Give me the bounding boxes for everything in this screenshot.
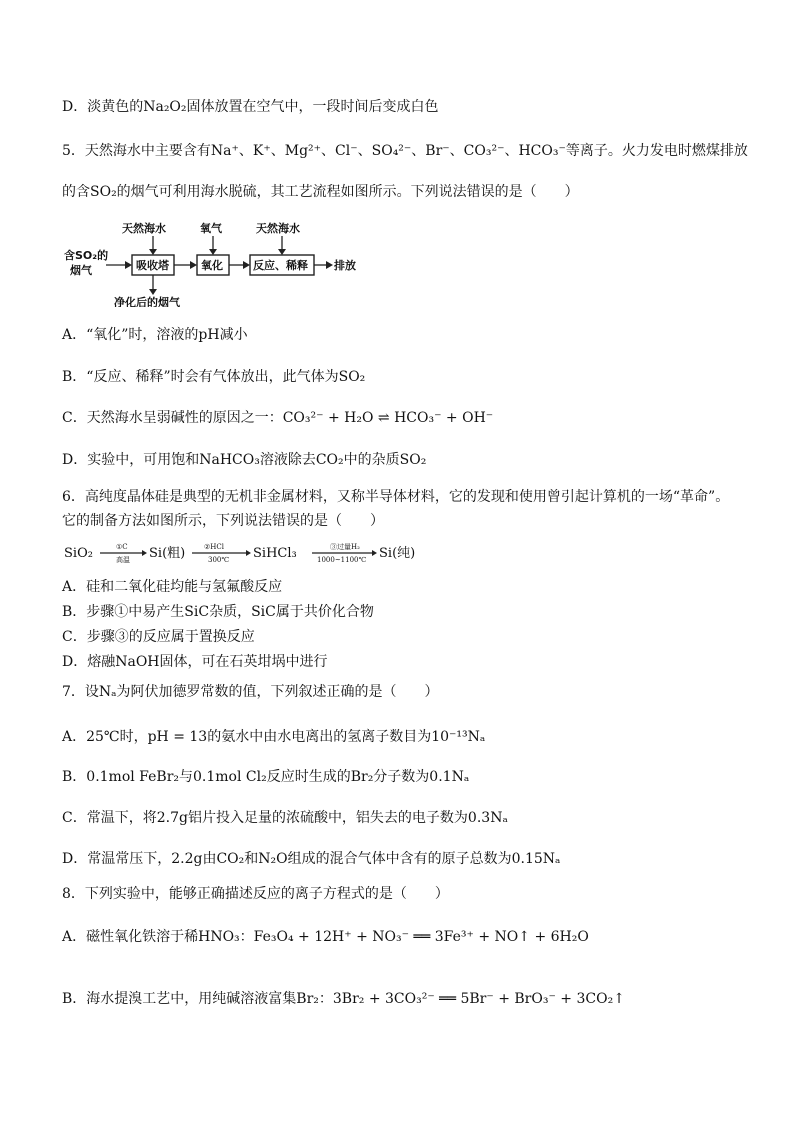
eq-sio2: SiO₂ bbox=[64, 546, 93, 561]
q7-option-c: C．常温下，将2.7g铝片投入足量的浓硫酸中，铝失去的电子数为0.3Nₐ bbox=[62, 810, 508, 826]
q8-option-a: A．磁性氧化铁溶于稀HNO₃：Fe₃O₄ + 12H⁺ + NO₃⁻ ══ 3Fe³⁺ + NO↑ + 6H₂O bbox=[62, 929, 589, 945]
q6-silicon-process-equation bbox=[62, 543, 482, 567]
eq-step3-reagent: ③过量H₂ bbox=[330, 543, 360, 551]
eq-step2-reagent: ②HCl bbox=[204, 543, 224, 551]
q7-stem: 7．设Nₐ为阿伏加德罗常数的值，下列叙述正确的是（ ） bbox=[62, 684, 439, 700]
eq-step3-condition: 1000~1100℃ bbox=[317, 556, 367, 564]
q5-process-flowchart bbox=[62, 215, 362, 307]
eq-step2-condition: 300℃ bbox=[208, 556, 230, 564]
q5-stem-line2: 的含SO₂的烟气可利用海水脱硫，其工艺流程如图所示。下列说法错误的是（ ） bbox=[62, 184, 579, 200]
q5-stem-line1: 5．天然海水中主要含有Na⁺、K⁺、Mg²⁺、Cl⁻、SO₄²⁻、Br⁻、CO₃²⁻、HCO₃⁻等离子。火力发电时燃煤排放 bbox=[62, 143, 748, 159]
q5-option-b: B．“反应、稀释”时会有气体放出，此气体为SO₂ bbox=[62, 369, 366, 385]
q5-option-a: A．“氧化”时，溶液的pH减小 bbox=[62, 327, 248, 343]
q4-option-d: D．淡黄色的Na₂O₂固体放置在空气中，一段时间后变成白色 bbox=[62, 99, 439, 115]
q5-option-d: D．实验中，可用饱和NaHCO₃溶液除去CO₂中的杂质SO₂ bbox=[62, 452, 427, 468]
q7-option-b: B．0.1mol FeBr₂与0.1mol Cl₂反应时生成的Br₂分子数为0.1Nₐ bbox=[62, 769, 470, 785]
q5-option-c: C．天然海水呈弱碱性的原因之一：CO₃²⁻ + H₂O ⇌ HCO₃⁻ + OH⁻ bbox=[62, 410, 494, 426]
flow-input-line2: 烟气 bbox=[70, 264, 92, 277]
eq-si-pure: Si(纯) bbox=[379, 546, 416, 561]
flow-top-seawater-1: 天然海水 bbox=[122, 222, 166, 235]
eq-si-crude: Si(粗) bbox=[149, 546, 186, 561]
q6-stem-line1: 6．高纯度晶体硅是典型的无机非金属材料，又称半导体材料，它的发现和使用曾引起计算机的一场“革命”。 bbox=[62, 489, 730, 505]
flow-top-seawater-2: 天然海水 bbox=[256, 222, 300, 235]
q8-stem: 8．下列实验中，能够正确描述反应的离子方程式的是（ ） bbox=[62, 886, 449, 902]
q7-option-a: A．25℃时，pH = 13的氨水中由水电离出的氢离子数目为10⁻¹³Nₐ bbox=[62, 729, 486, 745]
q8-option-b: B．海水提溴工艺中，用纯碱溶液富集Br₂：3Br₂ + 3CO₃²⁻ ══ 5Br⁻ + BrO₃⁻ + 3CO₂↑ bbox=[62, 991, 625, 1007]
q6-option-d: D．熔融NaOH固体，可在石英坩埚中进行 bbox=[62, 654, 328, 670]
q6-option-b: B．步骤①中易产生SiC杂质，SiC属于共价化合物 bbox=[62, 604, 374, 620]
q7-option-d: D．常温常压下，2.2g由CO₂和N₂O组成的混合气体中含有的原子总数为0.15Nₐ bbox=[62, 851, 561, 867]
flow-box-oxidation-label: 氧化 bbox=[201, 259, 223, 272]
flow-bottom-clean-gas: 净化后的烟气 bbox=[114, 296, 180, 307]
flow-box-reaction-label: 反应、稀释 bbox=[253, 259, 308, 272]
eq-step1-condition: 高温 bbox=[116, 556, 130, 564]
flow-top-oxygen: 氧气 bbox=[200, 222, 222, 235]
q6-option-c: C．步骤③的反应属于置换反应 bbox=[62, 629, 255, 645]
flow-output-discharge: 排放 bbox=[334, 259, 356, 272]
flow-box-absorber-label: 吸收塔 bbox=[136, 259, 169, 272]
flow-input-line1: 含SO₂的 bbox=[64, 249, 109, 262]
q6-option-a: A．硅和二氧化硅均能与氢氟酸反应 bbox=[62, 579, 283, 595]
q6-stem-line2: 它的制备方法如图所示，下列说法错误的是（ ） bbox=[62, 513, 384, 529]
eq-step1-reagent: ①C bbox=[116, 543, 128, 551]
eq-sihcl3: SiHCl₃ bbox=[253, 546, 297, 561]
